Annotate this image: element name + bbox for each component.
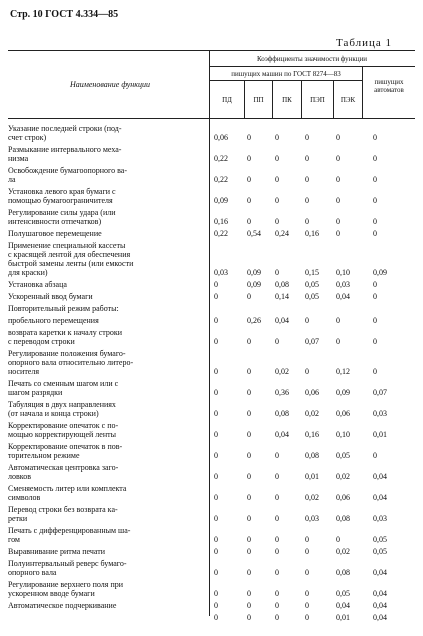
value-pek: 0 (336, 535, 340, 544)
value-auto: 0,04 (373, 493, 387, 502)
value-pep: 0 (305, 547, 309, 556)
value-auto: 0 (373, 367, 377, 376)
function-name-line: Автоматическая центровка заго- (8, 463, 119, 472)
function-name (8, 547, 206, 556)
value-auto: 0 (373, 229, 377, 238)
function-name-line: возврата каретки к началу строки (8, 328, 123, 337)
value-auto: 0,05 (373, 535, 387, 544)
function-name-line: Автоматическое подчеркивание (8, 601, 117, 610)
function-name (8, 145, 206, 163)
value-pek: 0,09 (336, 388, 350, 397)
value-pd: 0 (214, 493, 218, 502)
function-name-line: Сменяемость литер или комплекта (8, 484, 127, 493)
value-auto: 0 (373, 292, 377, 301)
function-name (8, 187, 206, 205)
function-name-line: опорного вала (8, 568, 57, 577)
value-pk: 0 (275, 154, 279, 163)
value-pp: 0 (247, 568, 251, 577)
function-name-line: быстрой замены ленты (или емкости (8, 259, 134, 268)
function-name-line: ретки (8, 514, 28, 523)
value-auto: 0 (373, 133, 377, 142)
value-pek: 0,08 (336, 568, 350, 577)
value-auto: 0,01 (373, 430, 387, 439)
value-pd: 0 (214, 409, 218, 418)
function-name-line: Регулирование силы удара (или (8, 208, 116, 217)
value-pd: 0 (214, 535, 218, 544)
value-pk: 0,08 (275, 280, 289, 289)
column-header-pep: ПЭП (310, 96, 325, 104)
value-pp: 0,09 (247, 268, 261, 277)
auto-column-rule (362, 66, 363, 118)
value-pek: 0,02 (336, 547, 350, 556)
page-header: Стр. 10 ГОСТ 4.334—85 (10, 9, 119, 20)
table-top-rule (8, 50, 415, 51)
column-header-auto: пишущих автоматов (374, 78, 404, 94)
value-pk: 0,02 (275, 367, 289, 376)
value-pd: 0 (214, 430, 218, 439)
function-name-line: Перевод строки без возврата ка- (8, 505, 118, 514)
value-pep: 0 (305, 601, 309, 610)
value-pek: 0,04 (336, 292, 350, 301)
value-pp: 0 (247, 547, 251, 556)
value-auto: 0,03 (373, 409, 387, 418)
value-pk: 0 (275, 493, 279, 502)
function-name-line: ускоренном вводе бумаги (8, 589, 95, 598)
value-pep: 0,03 (305, 514, 319, 523)
value-pd: 0 (214, 568, 218, 577)
function-name-line: торительном режиме (8, 451, 80, 460)
value-pp: 0 (247, 514, 251, 523)
value-pk: 0 (275, 217, 279, 226)
value-pep: 0 (305, 535, 309, 544)
value-pp: 0 (247, 388, 251, 397)
value-pd: 0 (214, 280, 218, 289)
value-pp: 0,09 (247, 280, 261, 289)
function-name (8, 580, 206, 598)
function-name (8, 304, 206, 313)
value-pek: 0 (336, 316, 340, 325)
function-name-line: мощью корректирующей ленты (8, 430, 116, 439)
value-pk: 0 (275, 268, 279, 277)
value-pd: 0,22 (214, 229, 228, 238)
value-pp: 0 (247, 196, 251, 205)
function-name-line: пробельного перемещения (8, 316, 99, 325)
table-label: Таблица 1 (336, 37, 393, 49)
value-pep: 0,01 (305, 472, 319, 481)
function-name (8, 379, 206, 397)
value-pek: 0 (336, 133, 340, 142)
value-pd: 0 (214, 589, 218, 598)
value-pek: 0,01 (336, 613, 350, 622)
value-pp: 0 (247, 154, 251, 163)
value-pek: 0,05 (336, 451, 350, 460)
value-pk: 0 (275, 472, 279, 481)
value-pek: 0 (336, 196, 340, 205)
function-name-line: Корректирование опечаток с по- (8, 421, 119, 430)
function-name-line: гом (8, 535, 20, 544)
value-pep: 0 (305, 133, 309, 142)
column-header-subgroup: пишущих машин по ГОСТ 8274—83 (231, 70, 341, 78)
function-name-line: Печать со сменным шагом или с (8, 379, 119, 388)
value-pep: 0 (305, 217, 309, 226)
value-pd: 0 (214, 451, 218, 460)
value-pk: 0 (275, 589, 279, 598)
function-name-line: Полуинтервальный реверс бумаго- (8, 559, 127, 568)
value-pk: 0 (275, 175, 279, 184)
value-auto: 0,04 (373, 472, 387, 481)
value-pk: 0 (275, 535, 279, 544)
value-auto: 0 (373, 175, 377, 184)
function-name (8, 421, 206, 439)
value-pek: 0,03 (336, 280, 350, 289)
group-header-rule (209, 66, 415, 67)
value-pp: 0,26 (247, 316, 261, 325)
value-pk: 0 (275, 601, 279, 610)
column-header-pp: ПП (253, 96, 264, 104)
value-pek: 0 (336, 229, 340, 238)
value-pd: 0,16 (214, 217, 228, 226)
column-header-pd: ПД (222, 96, 232, 104)
value-auto: 0 (373, 280, 377, 289)
value-pek: 0,05 (336, 589, 350, 598)
value-pp: 0 (247, 472, 251, 481)
function-name-line: интенсивности отпечатков) (8, 217, 102, 226)
function-name-line: Печать с дифференцированным ша- (8, 526, 131, 535)
value-pek: 0 (336, 154, 340, 163)
value-pk: 0,24 (275, 229, 289, 238)
name-column-rule (209, 50, 210, 616)
function-name-line: Повторительный режим работы: (8, 304, 119, 313)
function-name-line: шагом разрядки (8, 388, 63, 397)
value-pep: 0 (305, 316, 309, 325)
value-pep: 0 (305, 613, 309, 622)
value-pd: 0 (214, 367, 218, 376)
value-pep: 0 (305, 154, 309, 163)
value-pek: 0,06 (336, 493, 350, 502)
value-pek: 0 (336, 175, 340, 184)
value-pd: 0 (214, 514, 218, 523)
function-name-line: ла (8, 175, 16, 184)
value-pek: 0,10 (336, 430, 350, 439)
value-pd: 0 (214, 601, 218, 610)
subgroup-header-rule (209, 80, 362, 81)
function-name (8, 241, 206, 277)
value-pk: 0,36 (275, 388, 289, 397)
value-pp: 0 (247, 367, 251, 376)
value-pk: 0 (275, 514, 279, 523)
value-pd: 0 (214, 316, 218, 325)
value-auto: 0 (373, 337, 377, 346)
function-name (8, 442, 206, 460)
function-name-line: Установка левого края бумаги с (8, 187, 116, 196)
value-pk: 0 (275, 613, 279, 622)
value-pk: 0,04 (275, 316, 289, 325)
value-pep: 0,15 (305, 268, 319, 277)
function-name (8, 316, 206, 325)
function-name (8, 349, 206, 376)
value-pep: 0,16 (305, 229, 319, 238)
value-pep: 0,05 (305, 292, 319, 301)
function-name (8, 124, 206, 142)
value-pp: 0 (247, 217, 251, 226)
function-name (8, 208, 206, 226)
function-name-line: Указание последней строки (под- (8, 124, 122, 133)
value-pk: 0 (275, 568, 279, 577)
function-name-line: символов (8, 493, 41, 502)
value-pp: 0 (247, 493, 251, 502)
value-pek: 0,08 (336, 514, 350, 523)
header-bottom-rule (8, 118, 415, 119)
value-pd: 0,06 (214, 133, 228, 142)
function-name-line: Регулирование верхнего поля при (8, 580, 124, 589)
value-pek: 0,02 (336, 472, 350, 481)
value-auto: 0 (373, 316, 377, 325)
function-name (8, 601, 206, 610)
function-name-line: счет строк) (8, 133, 47, 142)
value-auto: 0 (373, 154, 377, 163)
function-name-line: Регулирование положения бумаго- (8, 349, 126, 358)
value-pd: 0,22 (214, 175, 228, 184)
value-pd: 0 (214, 388, 218, 397)
value-pp: 0 (247, 589, 251, 598)
function-name (8, 463, 206, 481)
function-name (8, 328, 206, 346)
value-pk: 0,08 (275, 409, 289, 418)
function-name-line: Корректирование опечаток в пов- (8, 442, 123, 451)
value-auto: 0 (373, 217, 377, 226)
value-auto: 0,09 (373, 268, 387, 277)
function-name (8, 166, 206, 184)
function-name-line: Табуляция в двух направлениях (8, 400, 116, 409)
value-pep: 0,07 (305, 337, 319, 346)
value-pp: 0 (247, 175, 251, 184)
function-name-line: для краски) (8, 268, 48, 277)
function-name (8, 559, 206, 577)
value-auto: 0,04 (373, 613, 387, 622)
value-pep: 0 (305, 589, 309, 598)
value-pd: 0,03 (214, 268, 228, 277)
function-name-line: (от начала и конца строки) (8, 409, 99, 418)
value-pd: 0 (214, 337, 218, 346)
value-pk: 0 (275, 547, 279, 556)
value-pp: 0,54 (247, 229, 261, 238)
value-pep: 0 (305, 196, 309, 205)
value-pep: 0 (305, 568, 309, 577)
function-name-line: Установка абзаца (8, 280, 67, 289)
value-pd: 0,22 (214, 154, 228, 163)
value-pep: 0,02 (305, 493, 319, 502)
function-name-line: Выравнивание ритма печати (8, 547, 106, 556)
column-header-pk: ПК (282, 96, 292, 104)
value-pk: 0 (275, 133, 279, 142)
value-pep: 0,06 (305, 388, 319, 397)
function-name (8, 505, 206, 523)
value-pep: 0,08 (305, 451, 319, 460)
value-pek: 0,06 (336, 409, 350, 418)
value-pep: 0,05 (305, 280, 319, 289)
value-pd: 0,09 (214, 196, 228, 205)
function-name (8, 400, 206, 418)
function-name (8, 526, 206, 544)
function-name (8, 292, 206, 301)
function-name-line: Ускоренный ввод бумаги (8, 292, 93, 301)
value-auto: 0 (373, 451, 377, 460)
value-pp: 0 (247, 601, 251, 610)
value-auto: 0,04 (373, 568, 387, 577)
function-name-line: Размыкание интервального меха- (8, 145, 122, 154)
value-pp: 0 (247, 409, 251, 418)
function-name-line: с красящей лентой для обеспечения (8, 250, 131, 259)
value-pek: 0 (336, 337, 340, 346)
function-name-line: Применение специальной кассеты (8, 241, 126, 250)
column-header-pek: ПЭК (340, 96, 356, 104)
value-auto: 0 (373, 196, 377, 205)
value-pk: 0 (275, 337, 279, 346)
value-pp: 0 (247, 535, 251, 544)
value-auto: 0,03 (373, 514, 387, 523)
value-pk: 0,14 (275, 292, 289, 301)
value-pp: 0 (247, 613, 251, 622)
value-pp: 0 (247, 430, 251, 439)
value-pep: 0,02 (305, 409, 319, 418)
function-name-line: опорного вала относительно литеро- (8, 358, 134, 367)
value-auto: 0,04 (373, 601, 387, 610)
value-pek: 0,10 (336, 268, 350, 277)
value-pd: 0 (214, 547, 218, 556)
value-pk: 0 (275, 451, 279, 460)
value-pk: 0 (275, 196, 279, 205)
value-pek: 0,12 (336, 367, 350, 376)
value-pp: 0 (247, 133, 251, 142)
function-name-line: Полушаговое перемещение (8, 229, 102, 238)
value-auto: 0,07 (373, 388, 387, 397)
value-auto: 0,05 (373, 547, 387, 556)
value-pd: 0 (214, 472, 218, 481)
value-pek: 0 (336, 217, 340, 226)
column-header-group: Коэффициенты значимости функции (256, 55, 368, 63)
value-pk: 0,04 (275, 430, 289, 439)
function-name-line: носителя (8, 367, 40, 376)
function-name-line: Освобождение бумагоопорного ва- (8, 166, 128, 175)
value-pep: 0,16 (305, 430, 319, 439)
function-name-line: помощью бумагоограничителя (8, 196, 113, 205)
function-name (8, 484, 206, 502)
function-name-line: ловков (8, 472, 32, 481)
value-pp: 0 (247, 337, 251, 346)
value-pd: 0 (214, 292, 218, 301)
function-name (8, 229, 206, 238)
value-pep: 0 (305, 367, 309, 376)
value-pd: 0 (214, 613, 218, 622)
value-pp: 0 (247, 292, 251, 301)
value-pek: 0,04 (336, 601, 350, 610)
value-pp: 0 (247, 451, 251, 460)
column-header-name: Наименование функции (69, 80, 150, 89)
function-name (8, 280, 206, 289)
function-name-line: низма (8, 154, 29, 163)
value-pep: 0 (305, 175, 309, 184)
function-name-line: с переводом строки (8, 337, 75, 346)
value-auto: 0,04 (373, 589, 387, 598)
